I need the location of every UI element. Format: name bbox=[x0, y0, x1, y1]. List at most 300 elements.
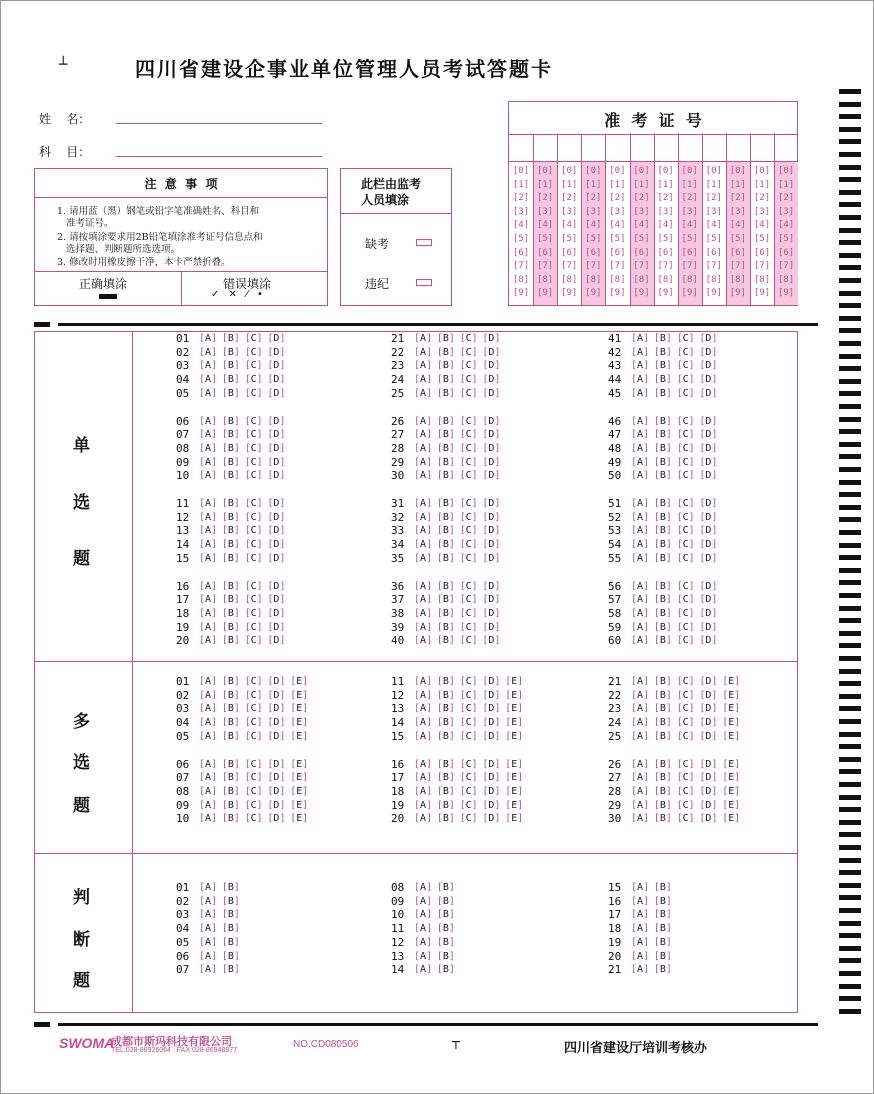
option-bubble-b[interactable]: [B] bbox=[436, 470, 455, 482]
option-bubble-a[interactable]: [A] bbox=[199, 498, 218, 509]
option-bubble-b[interactable]: [B] bbox=[221, 333, 240, 344]
option-bubble-a[interactable]: [A] bbox=[199, 813, 218, 825]
option-bubble-c[interactable]: [C] bbox=[459, 730, 478, 742]
option-bubble-d[interactable]: [D] bbox=[699, 594, 718, 606]
option-bubble-a[interactable]: [A] bbox=[199, 580, 218, 592]
option-bubble-c[interactable]: [C] bbox=[676, 539, 695, 551]
option-bubble-d[interactable]: [D] bbox=[267, 415, 286, 427]
option-bubble-b[interactable]: [B] bbox=[653, 360, 672, 372]
option-bubble-d[interactable]: [D] bbox=[699, 498, 718, 509]
exam-id-bubble[interactable]: [7] bbox=[729, 261, 747, 272]
option-bubble-e[interactable]: [E] bbox=[290, 703, 309, 715]
option-bubble-b[interactable]: [B] bbox=[436, 333, 455, 344]
option-bubble-a[interactable]: [A] bbox=[631, 456, 650, 468]
option-bubble-a[interactable]: [A] bbox=[199, 785, 218, 797]
option-bubble-b[interactable]: [B] bbox=[653, 689, 672, 701]
option-bubble-b[interactable]: [B] bbox=[221, 580, 240, 592]
option-bubble-b[interactable]: [B] bbox=[221, 923, 240, 935]
option-bubble-d[interactable]: [D] bbox=[267, 594, 286, 606]
option-bubble-d[interactable]: [D] bbox=[699, 730, 718, 742]
exam-id-bubble[interactable]: [9] bbox=[512, 288, 530, 299]
option-bubble-b[interactable]: [B] bbox=[653, 387, 672, 399]
option-bubble-d[interactable]: [D] bbox=[267, 346, 286, 358]
option-bubble-d[interactable]: [D] bbox=[699, 689, 718, 701]
option-bubble-a[interactable]: [A] bbox=[631, 374, 650, 386]
exam-id-bubble[interactable]: [9] bbox=[705, 288, 722, 299]
option-bubble-e[interactable]: [E] bbox=[290, 772, 309, 784]
option-bubble-b[interactable]: [B] bbox=[653, 511, 672, 523]
option-bubble-c[interactable]: [C] bbox=[244, 429, 263, 441]
option-bubble-d[interactable]: [D] bbox=[267, 456, 286, 468]
option-bubble-d[interactable]: [D] bbox=[699, 346, 718, 358]
exam-id-bubble[interactable]: [4] bbox=[609, 220, 626, 231]
option-bubble-d[interactable]: [D] bbox=[482, 442, 501, 454]
option-bubble-d[interactable]: [D] bbox=[482, 676, 501, 687]
option-bubble-c[interactable]: [C] bbox=[244, 511, 263, 523]
option-bubble-e[interactable]: [E] bbox=[505, 717, 524, 729]
option-bubble-b[interactable]: [B] bbox=[221, 621, 240, 633]
exam-id-bubble[interactable]: [7] bbox=[657, 261, 674, 272]
option-bubble-b[interactable]: [B] bbox=[436, 909, 455, 921]
option-bubble-b[interactable]: [B] bbox=[436, 621, 455, 633]
option-bubble-a[interactable]: [A] bbox=[199, 594, 218, 606]
exam-id-bubble[interactable]: [4] bbox=[536, 220, 554, 231]
exam-id-bubble[interactable]: [0] bbox=[705, 166, 722, 176]
option-bubble-c[interactable]: [C] bbox=[244, 498, 263, 509]
option-bubble-b[interactable]: [B] bbox=[221, 799, 240, 811]
option-bubble-a[interactable]: [A] bbox=[199, 923, 218, 935]
option-bubble-d[interactable]: [D] bbox=[699, 635, 718, 647]
option-bubble-c[interactable]: [C] bbox=[244, 539, 263, 551]
option-bubble-a[interactable]: [A] bbox=[414, 895, 433, 907]
exam-id-bubble[interactable]: [6] bbox=[705, 247, 722, 258]
option-bubble-b[interactable]: [B] bbox=[436, 429, 455, 441]
option-bubble-a[interactable]: [A] bbox=[414, 387, 433, 399]
option-bubble-c[interactable]: [C] bbox=[244, 799, 263, 811]
option-bubble-a[interactable]: [A] bbox=[414, 703, 433, 715]
option-bubble-a[interactable]: [A] bbox=[414, 594, 433, 606]
option-bubble-b[interactable]: [B] bbox=[653, 799, 672, 811]
option-bubble-c[interactable]: [C] bbox=[459, 346, 478, 358]
exam-id-bubble[interactable]: [8] bbox=[753, 274, 771, 285]
exam-id-bubble[interactable]: [5] bbox=[536, 234, 554, 244]
option-bubble-a[interactable]: [A] bbox=[199, 525, 218, 537]
exam-id-bubble[interactable]: [3] bbox=[729, 206, 747, 217]
option-bubble-c[interactable]: [C] bbox=[676, 552, 695, 564]
option-bubble-a[interactable]: [A] bbox=[199, 950, 218, 962]
option-bubble-a[interactable]: [A] bbox=[414, 360, 433, 372]
option-bubble-a[interactable]: [A] bbox=[199, 621, 218, 633]
exam-id-bubble[interactable]: [9] bbox=[609, 288, 626, 299]
option-bubble-b[interactable]: [B] bbox=[653, 936, 672, 948]
option-bubble-c[interactable]: [C] bbox=[676, 730, 695, 742]
option-bubble-a[interactable]: [A] bbox=[199, 730, 218, 742]
option-bubble-c[interactable]: [C] bbox=[676, 621, 695, 633]
option-bubble-c[interactable]: [C] bbox=[676, 717, 695, 729]
option-bubble-c[interactable]: [C] bbox=[676, 594, 695, 606]
exam-id-bubble[interactable]: [8] bbox=[633, 274, 650, 285]
option-bubble-c[interactable]: [C] bbox=[459, 456, 478, 468]
option-bubble-a[interactable]: [A] bbox=[199, 346, 218, 358]
exam-id-bubble[interactable]: [3] bbox=[705, 206, 722, 217]
option-bubble-b[interactable]: [B] bbox=[436, 799, 455, 811]
option-bubble-b[interactable]: [B] bbox=[436, 580, 455, 592]
exam-id-bubble[interactable]: [5] bbox=[705, 234, 722, 244]
option-bubble-e[interactable]: [E] bbox=[722, 717, 741, 729]
exam-id-bubble[interactable]: [6] bbox=[753, 247, 771, 258]
option-bubble-c[interactable]: [C] bbox=[676, 374, 695, 386]
option-bubble-d[interactable]: [D] bbox=[482, 594, 501, 606]
option-bubble-d[interactable]: [D] bbox=[699, 387, 718, 399]
exam-id-bubble[interactable]: [9] bbox=[561, 288, 578, 299]
option-bubble-b[interactable]: [B] bbox=[436, 498, 455, 509]
option-bubble-b[interactable]: [B] bbox=[436, 607, 455, 619]
option-bubble-b[interactable]: [B] bbox=[221, 442, 240, 454]
option-bubble-d[interactable]: [D] bbox=[482, 635, 501, 647]
option-bubble-b[interactable]: [B] bbox=[653, 772, 672, 784]
exam-id-bubble[interactable]: [5] bbox=[633, 234, 650, 244]
violation-bubble[interactable] bbox=[416, 279, 432, 286]
option-bubble-d[interactable]: [D] bbox=[482, 525, 501, 537]
option-bubble-c[interactable]: [C] bbox=[676, 333, 695, 344]
option-bubble-a[interactable]: [A] bbox=[414, 498, 433, 509]
option-bubble-d[interactable]: [D] bbox=[699, 539, 718, 551]
exam-id-bubble[interactable]: [1] bbox=[585, 179, 602, 190]
option-bubble-c[interactable]: [C] bbox=[676, 703, 695, 715]
option-bubble-e[interactable]: [E] bbox=[505, 730, 524, 742]
option-bubble-a[interactable]: [A] bbox=[631, 525, 650, 537]
exam-id-bubble[interactable]: [2] bbox=[705, 193, 722, 204]
option-bubble-b[interactable]: [B] bbox=[221, 676, 240, 687]
exam-id-bubble[interactable]: [4] bbox=[705, 220, 722, 231]
option-bubble-b[interactable]: [B] bbox=[653, 539, 672, 551]
option-bubble-b[interactable]: [B] bbox=[653, 758, 672, 770]
option-bubble-a[interactable]: [A] bbox=[199, 689, 218, 701]
exam-id-bubble[interactable]: [6] bbox=[777, 247, 795, 258]
option-bubble-d[interactable]: [D] bbox=[699, 703, 718, 715]
option-bubble-d[interactable]: [D] bbox=[267, 758, 286, 770]
option-bubble-e[interactable]: [E] bbox=[722, 703, 741, 715]
option-bubble-d[interactable]: [D] bbox=[482, 621, 501, 633]
option-bubble-a[interactable]: [A] bbox=[199, 936, 218, 948]
option-bubble-b[interactable]: [B] bbox=[436, 525, 455, 537]
option-bubble-a[interactable]: [A] bbox=[414, 346, 433, 358]
option-bubble-c[interactable]: [C] bbox=[676, 346, 695, 358]
option-bubble-b[interactable]: [B] bbox=[221, 895, 240, 907]
option-bubble-c[interactable]: [C] bbox=[459, 703, 478, 715]
option-bubble-c[interactable]: [C] bbox=[459, 717, 478, 729]
option-bubble-b[interactable]: [B] bbox=[221, 882, 240, 893]
option-bubble-a[interactable]: [A] bbox=[631, 539, 650, 551]
option-bubble-a[interactable]: [A] bbox=[199, 882, 218, 893]
exam-id-bubble[interactable]: [8] bbox=[536, 274, 554, 285]
option-bubble-d[interactable]: [D] bbox=[699, 772, 718, 784]
option-bubble-c[interactable]: [C] bbox=[459, 689, 478, 701]
exam-id-bubble[interactable]: [3] bbox=[657, 206, 674, 217]
option-bubble-c[interactable]: [C] bbox=[244, 621, 263, 633]
option-bubble-a[interactable]: [A] bbox=[199, 703, 218, 715]
option-bubble-c[interactable]: [C] bbox=[676, 442, 695, 454]
option-bubble-b[interactable]: [B] bbox=[653, 717, 672, 729]
option-bubble-b[interactable]: [B] bbox=[436, 360, 455, 372]
option-bubble-d[interactable]: [D] bbox=[482, 415, 501, 427]
option-bubble-d[interactable]: [D] bbox=[699, 813, 718, 825]
option-bubble-b[interactable]: [B] bbox=[436, 374, 455, 386]
option-bubble-d[interactable]: [D] bbox=[482, 470, 501, 482]
option-bubble-b[interactable]: [B] bbox=[221, 758, 240, 770]
option-bubble-c[interactable]: [C] bbox=[459, 785, 478, 797]
option-bubble-a[interactable]: [A] bbox=[631, 909, 650, 921]
exam-id-bubble[interactable]: [9] bbox=[729, 288, 747, 299]
option-bubble-b[interactable]: [B] bbox=[653, 442, 672, 454]
option-bubble-e[interactable]: [E] bbox=[505, 758, 524, 770]
exam-id-bubble[interactable]: [7] bbox=[512, 261, 530, 272]
option-bubble-b[interactable]: [B] bbox=[221, 730, 240, 742]
option-bubble-b[interactable]: [B] bbox=[436, 703, 455, 715]
option-bubble-d[interactable]: [D] bbox=[267, 580, 286, 592]
option-bubble-d[interactable]: [D] bbox=[699, 333, 718, 344]
option-bubble-d[interactable]: [D] bbox=[267, 525, 286, 537]
option-bubble-c[interactable]: [C] bbox=[459, 607, 478, 619]
option-bubble-d[interactable]: [D] bbox=[699, 415, 718, 427]
option-bubble-b[interactable]: [B] bbox=[221, 689, 240, 701]
option-bubble-c[interactable]: [C] bbox=[459, 552, 478, 564]
option-bubble-d[interactable]: [D] bbox=[699, 799, 718, 811]
option-bubble-d[interactable]: [D] bbox=[267, 470, 286, 482]
option-bubble-c[interactable]: [C] bbox=[244, 785, 263, 797]
option-bubble-e[interactable]: [E] bbox=[722, 785, 741, 797]
option-bubble-a[interactable]: [A] bbox=[631, 360, 650, 372]
option-bubble-a[interactable]: [A] bbox=[631, 429, 650, 441]
option-bubble-b[interactable]: [B] bbox=[653, 470, 672, 482]
exam-id-bubble[interactable]: [6] bbox=[536, 247, 554, 258]
option-bubble-d[interactable]: [D] bbox=[267, 498, 286, 509]
absent-bubble[interactable] bbox=[416, 239, 432, 246]
exam-id-bubble[interactable]: [9] bbox=[536, 288, 554, 299]
exam-id-bubble[interactable]: [1] bbox=[536, 179, 554, 190]
option-bubble-b[interactable]: [B] bbox=[436, 758, 455, 770]
exam-id-bubble[interactable]: [2] bbox=[512, 193, 530, 204]
option-bubble-c[interactable]: [C] bbox=[459, 594, 478, 606]
option-bubble-b[interactable]: [B] bbox=[436, 895, 455, 907]
option-bubble-d[interactable]: [D] bbox=[699, 580, 718, 592]
option-bubble-b[interactable]: [B] bbox=[653, 909, 672, 921]
option-bubble-a[interactable]: [A] bbox=[631, 964, 650, 976]
option-bubble-e[interactable]: [E] bbox=[505, 703, 524, 715]
option-bubble-a[interactable]: [A] bbox=[199, 387, 218, 399]
option-bubble-c[interactable]: [C] bbox=[459, 415, 478, 427]
option-bubble-c[interactable]: [C] bbox=[244, 689, 263, 701]
option-bubble-a[interactable]: [A] bbox=[414, 909, 433, 921]
exam-id-bubble[interactable]: [5] bbox=[681, 234, 698, 244]
option-bubble-a[interactable]: [A] bbox=[414, 635, 433, 647]
exam-id-bubble[interactable]: [4] bbox=[561, 220, 578, 231]
option-bubble-d[interactable]: [D] bbox=[267, 717, 286, 729]
exam-id-bubble[interactable]: [2] bbox=[633, 193, 650, 204]
option-bubble-c[interactable]: [C] bbox=[459, 580, 478, 592]
option-bubble-a[interactable]: [A] bbox=[631, 635, 650, 647]
option-bubble-e[interactable]: [E] bbox=[722, 799, 741, 811]
option-bubble-b[interactable]: [B] bbox=[653, 607, 672, 619]
option-bubble-d[interactable]: [D] bbox=[267, 539, 286, 551]
option-bubble-a[interactable]: [A] bbox=[414, 936, 433, 948]
option-bubble-c[interactable]: [C] bbox=[459, 511, 478, 523]
option-bubble-c[interactable]: [C] bbox=[244, 607, 263, 619]
option-bubble-a[interactable]: [A] bbox=[631, 730, 650, 742]
exam-id-bubble[interactable]: [3] bbox=[753, 206, 771, 217]
option-bubble-b[interactable]: [B] bbox=[653, 346, 672, 358]
option-bubble-b[interactable]: [B] bbox=[653, 429, 672, 441]
option-bubble-b[interactable]: [B] bbox=[221, 429, 240, 441]
exam-id-bubble[interactable]: [9] bbox=[681, 288, 698, 299]
option-bubble-b[interactable]: [B] bbox=[221, 511, 240, 523]
exam-id-bubble[interactable]: [2] bbox=[657, 193, 674, 204]
option-bubble-e[interactable]: [E] bbox=[290, 799, 309, 811]
option-bubble-b[interactable]: [B] bbox=[221, 456, 240, 468]
exam-id-bubble[interactable]: [8] bbox=[777, 274, 795, 285]
exam-id-bubble[interactable]: [8] bbox=[512, 274, 530, 285]
option-bubble-a[interactable]: [A] bbox=[414, 717, 433, 729]
option-bubble-c[interactable]: [C] bbox=[676, 676, 695, 687]
exam-id-bubble[interactable]: [0] bbox=[561, 166, 578, 176]
option-bubble-c[interactable]: [C] bbox=[459, 539, 478, 551]
option-bubble-c[interactable]: [C] bbox=[459, 360, 478, 372]
option-bubble-b[interactable]: [B] bbox=[653, 923, 672, 935]
exam-id-bubble[interactable]: [7] bbox=[777, 261, 795, 272]
option-bubble-b[interactable]: [B] bbox=[221, 346, 240, 358]
option-bubble-a[interactable]: [A] bbox=[631, 895, 650, 907]
option-bubble-b[interactable]: [B] bbox=[436, 456, 455, 468]
option-bubble-a[interactable]: [A] bbox=[414, 785, 433, 797]
option-bubble-c[interactable]: [C] bbox=[459, 498, 478, 509]
option-bubble-e[interactable]: [E] bbox=[290, 758, 309, 770]
option-bubble-a[interactable]: [A] bbox=[414, 799, 433, 811]
option-bubble-d[interactable]: [D] bbox=[699, 758, 718, 770]
option-bubble-a[interactable]: [A] bbox=[414, 456, 433, 468]
option-bubble-c[interactable]: [C] bbox=[244, 703, 263, 715]
option-bubble-a[interactable]: [A] bbox=[199, 964, 218, 976]
option-bubble-a[interactable]: [A] bbox=[414, 964, 433, 976]
exam-id-bubble[interactable]: [0] bbox=[753, 166, 771, 176]
option-bubble-b[interactable]: [B] bbox=[221, 415, 240, 427]
option-bubble-e[interactable]: [E] bbox=[722, 772, 741, 784]
exam-id-bubble[interactable]: [5] bbox=[585, 234, 602, 244]
exam-id-bubble[interactable]: [6] bbox=[609, 247, 626, 258]
option-bubble-d[interactable]: [D] bbox=[482, 429, 501, 441]
option-bubble-a[interactable]: [A] bbox=[414, 442, 433, 454]
option-bubble-a[interactable]: [A] bbox=[199, 456, 218, 468]
option-bubble-a[interactable]: [A] bbox=[631, 758, 650, 770]
option-bubble-e[interactable]: [E] bbox=[505, 689, 524, 701]
option-bubble-c[interactable]: [C] bbox=[244, 470, 263, 482]
option-bubble-c[interactable]: [C] bbox=[244, 552, 263, 564]
option-bubble-c[interactable]: [C] bbox=[676, 772, 695, 784]
exam-id-bubble[interactable]: [5] bbox=[729, 234, 747, 244]
option-bubble-c[interactable]: [C] bbox=[676, 360, 695, 372]
option-bubble-b[interactable]: [B] bbox=[221, 470, 240, 482]
option-bubble-b[interactable]: [B] bbox=[221, 785, 240, 797]
option-bubble-d[interactable]: [D] bbox=[699, 442, 718, 454]
exam-id-bubble[interactable]: [4] bbox=[585, 220, 602, 231]
option-bubble-c[interactable]: [C] bbox=[459, 333, 478, 344]
exam-id-bubble[interactable]: [3] bbox=[633, 206, 650, 217]
option-bubble-a[interactable]: [A] bbox=[199, 442, 218, 454]
exam-id-bubble[interactable]: [2] bbox=[729, 193, 747, 204]
option-bubble-b[interactable]: [B] bbox=[653, 552, 672, 564]
option-bubble-c[interactable]: [C] bbox=[244, 346, 263, 358]
option-bubble-e[interactable]: [E] bbox=[290, 730, 309, 742]
option-bubble-d[interactable]: [D] bbox=[267, 621, 286, 633]
option-bubble-d[interactable]: [D] bbox=[482, 539, 501, 551]
option-bubble-d[interactable]: [D] bbox=[699, 717, 718, 729]
option-bubble-c[interactable]: [C] bbox=[676, 607, 695, 619]
option-bubble-d[interactable]: [D] bbox=[267, 772, 286, 784]
exam-id-bubble[interactable]: [1] bbox=[657, 179, 674, 190]
option-bubble-d[interactable]: [D] bbox=[699, 374, 718, 386]
option-bubble-a[interactable]: [A] bbox=[414, 882, 433, 893]
option-bubble-b[interactable]: [B] bbox=[653, 594, 672, 606]
option-bubble-e[interactable]: [E] bbox=[505, 676, 524, 687]
option-bubble-b[interactable]: [B] bbox=[436, 923, 455, 935]
option-bubble-d[interactable]: [D] bbox=[267, 785, 286, 797]
option-bubble-a[interactable]: [A] bbox=[414, 415, 433, 427]
option-bubble-a[interactable]: [A] bbox=[199, 539, 218, 551]
exam-id-bubble[interactable]: [8] bbox=[681, 274, 698, 285]
option-bubble-d[interactable]: [D] bbox=[699, 552, 718, 564]
option-bubble-b[interactable]: [B] bbox=[436, 772, 455, 784]
exam-id-bubble[interactable]: [1] bbox=[633, 179, 650, 190]
exam-id-bubble[interactable]: [7] bbox=[633, 261, 650, 272]
option-bubble-b[interactable]: [B] bbox=[436, 415, 455, 427]
option-bubble-c[interactable]: [C] bbox=[676, 498, 695, 509]
option-bubble-c[interactable]: [C] bbox=[676, 511, 695, 523]
option-bubble-a[interactable]: [A] bbox=[631, 333, 650, 344]
option-bubble-c[interactable]: [C] bbox=[459, 758, 478, 770]
exam-id-bubble[interactable]: [8] bbox=[609, 274, 626, 285]
exam-id-bubble[interactable]: [2] bbox=[585, 193, 602, 204]
exam-id-bubble[interactable]: [4] bbox=[681, 220, 698, 231]
option-bubble-e[interactable]: [E] bbox=[722, 758, 741, 770]
exam-id-bubble[interactable]: [1] bbox=[705, 179, 722, 190]
option-bubble-c[interactable]: [C] bbox=[459, 429, 478, 441]
option-bubble-b[interactable]: [B] bbox=[221, 539, 240, 551]
option-bubble-a[interactable]: [A] bbox=[414, 923, 433, 935]
option-bubble-b[interactable]: [B] bbox=[653, 456, 672, 468]
option-bubble-b[interactable]: [B] bbox=[653, 676, 672, 687]
option-bubble-a[interactable]: [A] bbox=[631, 387, 650, 399]
option-bubble-a[interactable]: [A] bbox=[199, 895, 218, 907]
option-bubble-c[interactable]: [C] bbox=[459, 772, 478, 784]
exam-id-bubble[interactable]: [4] bbox=[657, 220, 674, 231]
exam-id-bubble[interactable]: [8] bbox=[729, 274, 747, 285]
option-bubble-c[interactable]: [C] bbox=[244, 813, 263, 825]
option-bubble-a[interactable]: [A] bbox=[631, 772, 650, 784]
option-bubble-a[interactable]: [A] bbox=[414, 813, 433, 825]
option-bubble-e[interactable]: [E] bbox=[290, 689, 309, 701]
option-bubble-a[interactable]: [A] bbox=[631, 703, 650, 715]
option-bubble-d[interactable]: [D] bbox=[482, 580, 501, 592]
option-bubble-c[interactable]: [C] bbox=[244, 635, 263, 647]
option-bubble-a[interactable]: [A] bbox=[199, 552, 218, 564]
option-bubble-a[interactable]: [A] bbox=[414, 621, 433, 633]
option-bubble-a[interactable]: [A] bbox=[199, 511, 218, 523]
option-bubble-b[interactable]: [B] bbox=[436, 552, 455, 564]
option-bubble-a[interactable]: [A] bbox=[199, 758, 218, 770]
option-bubble-b[interactable]: [B] bbox=[653, 730, 672, 742]
option-bubble-d[interactable]: [D] bbox=[267, 360, 286, 372]
exam-id-bubble[interactable]: [2] bbox=[561, 193, 578, 204]
option-bubble-c[interactable]: [C] bbox=[244, 387, 263, 399]
